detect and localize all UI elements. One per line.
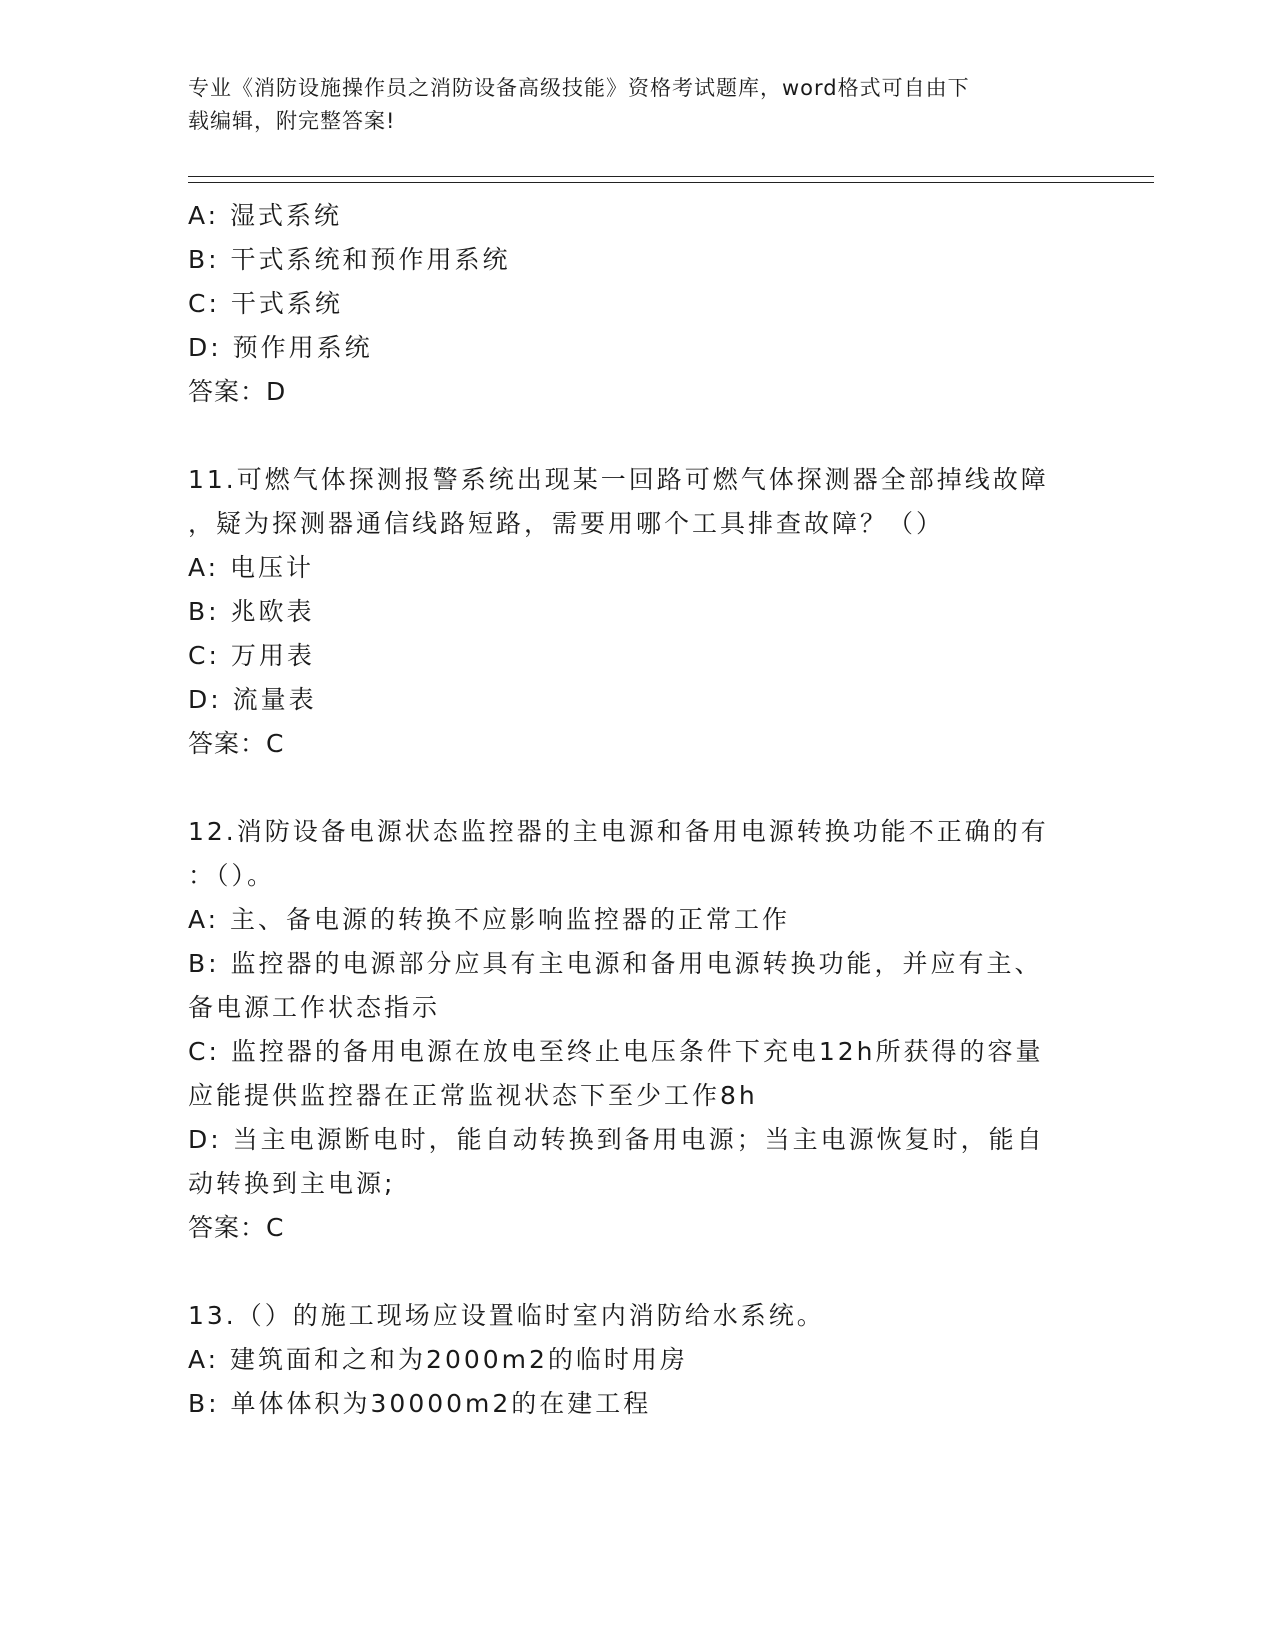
header-divider-bottom bbox=[188, 182, 1154, 183]
q11-option-d: D: 流量表 bbox=[188, 685, 317, 714]
q11-stem-line-2: ，疑为探测器通信线路短路，需要用哪个工具排查故障？（） bbox=[188, 509, 945, 538]
q10-option-d: D: 预作用系统 bbox=[188, 333, 373, 362]
q13-stem: 13.（）的施工现场应设置临时室内消防给水系统。 bbox=[188, 1301, 825, 1330]
q12-option-c-line-1: C: 监控器的备用电源在放电至终止电压条件下充电12h所获得的容量 bbox=[188, 1037, 1044, 1066]
q12-option-b-line-2: 备电源工作状态指示 bbox=[188, 993, 441, 1022]
header-line-2: 载编辑，附完整答案! bbox=[188, 109, 396, 133]
document-header bbox=[188, 72, 1068, 138]
q13-option-a: A: 建筑面和之和为2000m2的临时用房 bbox=[188, 1345, 688, 1374]
q12-option-d-line-1: D: 当主电源断电时，能自动转换到备用电源；当主电源恢复时，能自 bbox=[188, 1125, 1045, 1154]
q11-option-a: A: 电压计 bbox=[188, 553, 315, 582]
q11-answer: 答案：C bbox=[188, 729, 285, 758]
q12-option-b-line-1: B: 监控器的电源部分应具有主电源和备用电源转换功能，并应有主、 bbox=[188, 949, 1043, 978]
q10-answer: 答案：D bbox=[188, 377, 287, 406]
q12-option-d-line-2: 动转换到主电源; bbox=[188, 1169, 396, 1198]
q12-option-a: A: 主、备电源的转换不应影响监控器的正常工作 bbox=[188, 905, 791, 934]
q12-stem-line-1: 12.消防设备电源状态监控器的主电源和备用电源转换功能不正确的有 bbox=[188, 817, 1049, 846]
q12-option-c-line-2: 应能提供监控器在正常监视状态下至少工作8h bbox=[188, 1081, 758, 1110]
q13-option-b: B: 单体体积为30000m2的在建工程 bbox=[188, 1389, 652, 1418]
q10-option-a: A: 湿式系统 bbox=[188, 201, 343, 230]
q11-option-c: C: 万用表 bbox=[188, 641, 315, 670]
header-line-1: 专业《消防设施操作员之消防设备高级技能》资格考试题库，word格式可自由下 bbox=[188, 76, 970, 100]
header-divider-top bbox=[188, 176, 1154, 177]
q10-option-b: B: 干式系统和预作用系统 bbox=[188, 245, 511, 274]
q12-answer: 答案：C bbox=[188, 1213, 285, 1242]
q10-option-c: C: 干式系统 bbox=[188, 289, 343, 318]
q11-stem-line-1: 11.可燃气体探测报警系统出现某一回路可燃气体探测器全部掉线故障 bbox=[188, 465, 1049, 494]
q12-stem-line-2: ：（）。 bbox=[188, 861, 276, 890]
q11-option-b: B: 兆欧表 bbox=[188, 597, 315, 626]
